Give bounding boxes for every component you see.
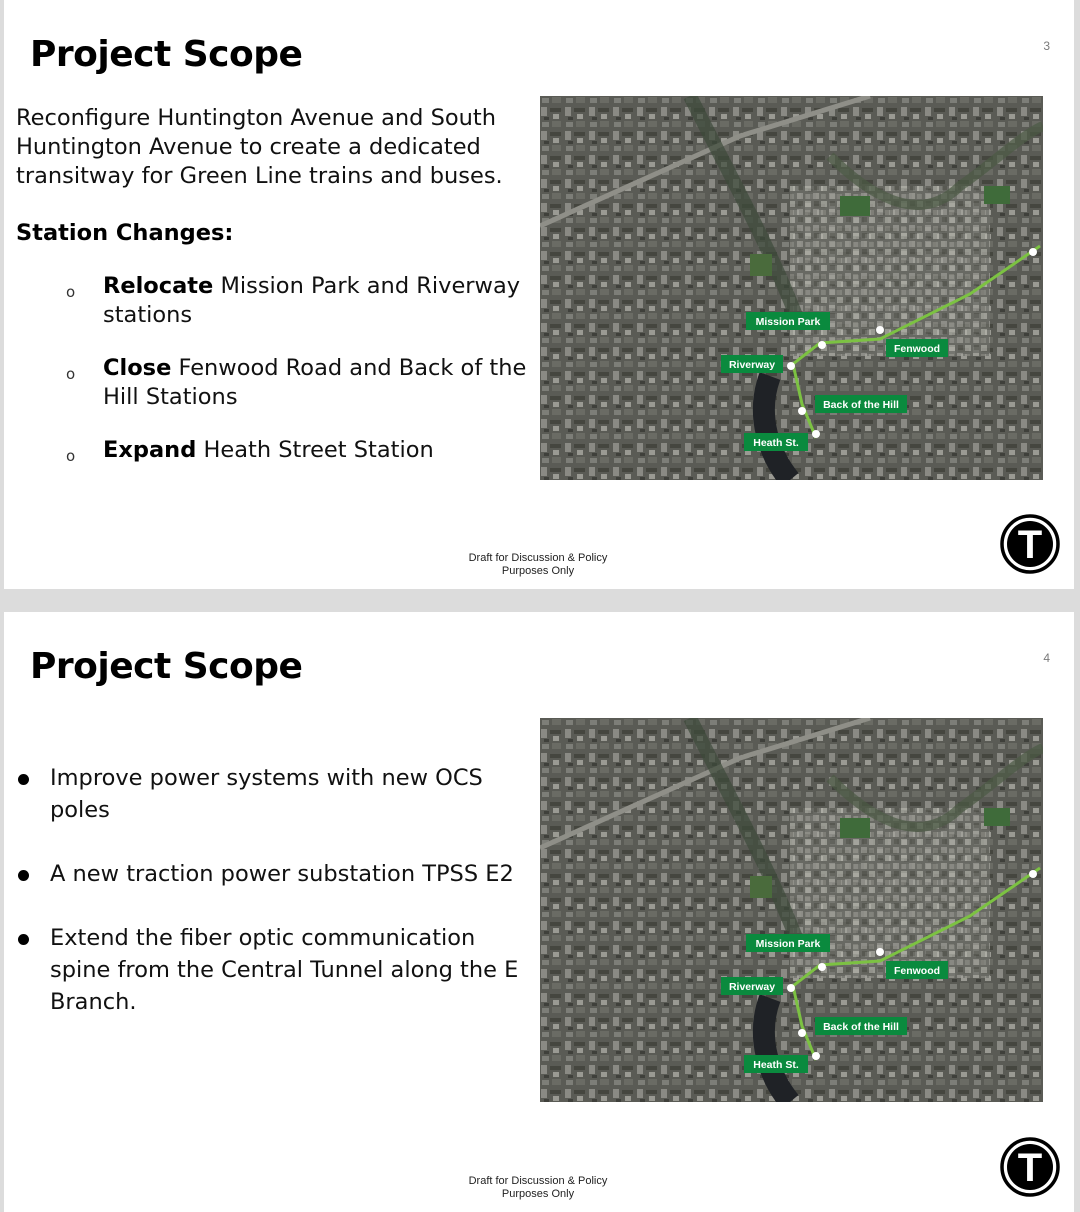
svg-text:T: T bbox=[1017, 523, 1043, 567]
bullet-icon bbox=[18, 934, 29, 945]
bullet-text: Extend the fiber optic communication spine from the Central Tunnel along the E Branch. bbox=[50, 925, 519, 1015]
slide-title: Project Scope bbox=[30, 646, 303, 687]
aerial-map bbox=[540, 718, 1043, 1102]
map-label-fenwood bbox=[886, 961, 948, 979]
bullet-icon: o bbox=[66, 365, 76, 383]
map-label-fenwood bbox=[886, 339, 948, 357]
bullet-text: Improve power systems with new OCS poles bbox=[50, 765, 483, 823]
bullet-icon bbox=[18, 774, 29, 785]
map-label-back-of-the-hill bbox=[815, 1017, 907, 1035]
slide-title: Project Scope bbox=[30, 34, 303, 75]
svg-text:Back of the Hill: Back of the Hill bbox=[823, 1021, 899, 1033]
map-label-heath-st bbox=[744, 433, 808, 451]
change-action: Expand bbox=[103, 437, 197, 463]
map-label-back-of-the-hill bbox=[815, 395, 907, 413]
mbta-logo bbox=[1000, 514, 1060, 574]
map-label-riverway bbox=[721, 355, 783, 373]
svg-text:Mission Park: Mission Park bbox=[755, 316, 821, 328]
bullet-icon: o bbox=[66, 447, 76, 465]
change-action: Relocate bbox=[103, 273, 214, 299]
station-changes-list bbox=[66, 272, 536, 489]
svg-text:Riverway: Riverway bbox=[728, 981, 776, 993]
slide-3 bbox=[4, 0, 1074, 589]
list-item bbox=[66, 272, 536, 330]
map-label-mission-park bbox=[746, 312, 830, 330]
list-item bbox=[66, 354, 536, 412]
footer-note bbox=[438, 1175, 638, 1201]
scope-bullets bbox=[16, 762, 536, 1050]
svg-text:Heath St.: Heath St. bbox=[753, 1059, 799, 1071]
footer-line: Purposes Only bbox=[501, 1188, 575, 1200]
bullet-icon: o bbox=[66, 283, 76, 301]
svg-text:Heath St.: Heath St. bbox=[753, 437, 799, 449]
list-item bbox=[16, 922, 536, 1018]
change-detail: Mission Park and Riverway stations bbox=[103, 273, 521, 328]
change-action: Close bbox=[103, 355, 172, 381]
svg-text:Mission Park: Mission Park bbox=[755, 938, 821, 950]
map-label-riverway bbox=[721, 977, 783, 995]
svg-text:T: T bbox=[1017, 1146, 1043, 1190]
footer-note bbox=[438, 552, 638, 578]
list-item bbox=[16, 762, 536, 826]
intro-text: Reconfigure Huntington Avenue and South Huntington Avenue to create a dedicated transitway for Green Line trains and buses. bbox=[16, 105, 503, 189]
list-item bbox=[66, 436, 536, 465]
page-number: 3 bbox=[1043, 39, 1050, 53]
footer-line: Draft for Discussion & Policy bbox=[468, 552, 608, 564]
svg-text:Fenwood: Fenwood bbox=[893, 343, 941, 355]
bullet-icon bbox=[18, 870, 29, 881]
aerial-map bbox=[540, 96, 1043, 480]
svg-text:Fenwood: Fenwood bbox=[893, 965, 941, 977]
page-number: 4 bbox=[1043, 651, 1050, 665]
bullet-text: A new traction power substation TPSS E2 bbox=[50, 861, 514, 887]
station-changes-heading: Station Changes: bbox=[16, 220, 234, 246]
change-detail: Fenwood Road and Back of the Hill Stations bbox=[103, 355, 527, 410]
slide-4 bbox=[4, 612, 1074, 1212]
map-label-heath-st bbox=[744, 1055, 808, 1073]
map-label-mission-park bbox=[746, 934, 830, 952]
footer-line: Purposes Only bbox=[501, 565, 575, 577]
footer-line: Draft for Discussion & Policy bbox=[468, 1175, 608, 1187]
svg-text:Riverway: Riverway bbox=[728, 359, 776, 371]
svg-text:Back of the Hill: Back of the Hill bbox=[823, 399, 899, 411]
change-detail: Heath Street Station bbox=[196, 437, 434, 463]
list-item bbox=[16, 858, 536, 890]
mbta-logo bbox=[1000, 1137, 1060, 1197]
